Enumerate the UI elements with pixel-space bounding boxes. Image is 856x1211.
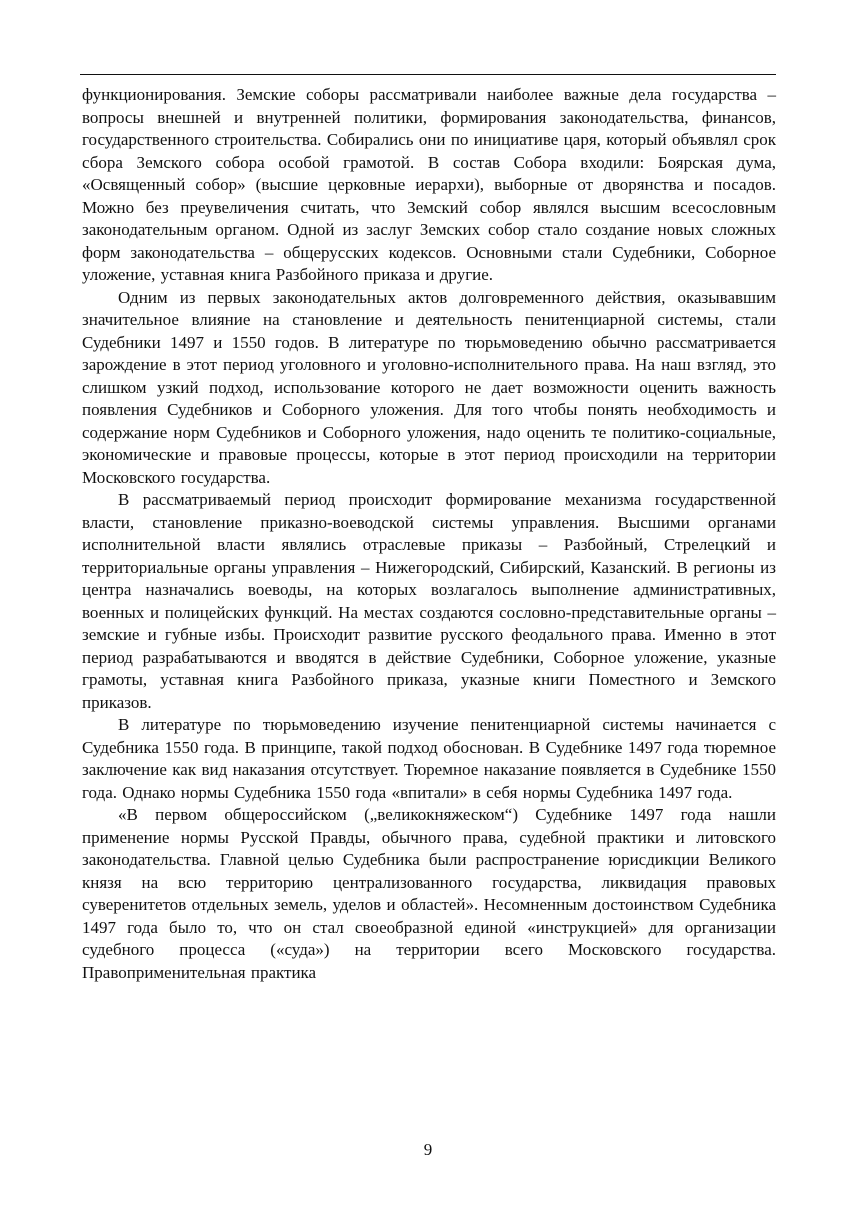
page-body bbox=[82, 84, 776, 984]
header-divider bbox=[80, 74, 776, 75]
paragraph: В рассматриваемый период происходит формирование механизма государственной власти, становление приказно-воеводской системы управления. Высшими органами исполнительной власти являлись отраслевые приказы – Разбойный, Стрелецкий и территориальные органы управления – Нижегородский, Сибирский, Казанский. В регионы из центра назначались воеводы, на которых возлагалось выполнение административных, военных и полицейских функций. На местах создаются сословно-представительные органы – земские и губные избы. Происходит развитие русского феодального права. Именно в этот период разрабатываются и вводятся в действие Судебники, Соборное уложение, указные грамоты, уставная книга Разбойного приказа, указные книги Поместного и Земского приказов. bbox=[82, 490, 776, 712]
paragraph: функционирования. Земские соборы рассматривали наиболее важные дела государства – вопросы внешней и внутренней политики, формирования законодательства, финансов, государственного строительства. Собирались они по инициативе царя, который объявлял срок сбора Земского собора особой грамотой. В состав Собора входили: Боярская дума, «Освященный собор» (высшие церковные иерархи), выборные от дворянства и посадов. Можно без преувеличения считать, что Земский собор являлся высшим всесословным законодательным органом. Одной из заслуг Земских собор стало создание новых сложных форм законодательства – общерусских кодексов. Основными стали Судебники, Соборное уложение, уставная книга Разбойного приказа и другие. bbox=[82, 85, 776, 284]
paragraph: Одним из первых законодательных актов долговременного действия, оказывавшим значительное влияние на становление и деятельность пенитенциарной системы, стали Судебники 1497 и 1550 годов. В литературе по тюрьмоведению обычно рассматривается зарождение в этот период уголовного и уголовно-исполнительного права. На наш взгляд, это слишком узкий подход, использование которого не дает возможности оценить важность появления Судебников и Соборного уложения. Для того чтобы понять необходимость и содержание норм Судебников и Соборного уложения, надо оценить те политико-социальные, экономические и правовые процессы, которые в этот период происходили на территории Московского государства. bbox=[82, 287, 776, 487]
paragraph: «В первом общероссийском („великокняжеском“) Судебнике 1497 года нашли применение нормы Русской Правды, обычного права, судебной практики и литовского законодательства. Главной целью Судебника были распространение юрисдикции Великого князя на всю территорию централизованного государства, ликвидация правовых суверенитетов отдельных земель, уделов и областей». Несомненным достоинством Судебника 1497 года было то, что он стал своеобразной единой «инструкцией» для организации судебного процесса («суда») на территории всего Московского государства. Правоприменительная практика bbox=[82, 805, 776, 982]
paragraph: В литературе по тюрьмоведению изучение пенитенциарной системы начинается с Судебника 1550 года. В принципе, такой подход обоснован. В Судебнике 1497 года тюремное заключение как вид наказания отсутствует. Тюремное наказание появляется в Судебнике 1550 года. Однако нормы Судебника 1550 года «впитали» в себя нормы Судебника 1497 года. bbox=[82, 715, 776, 802]
page-number: 9 bbox=[423, 1140, 433, 1159]
